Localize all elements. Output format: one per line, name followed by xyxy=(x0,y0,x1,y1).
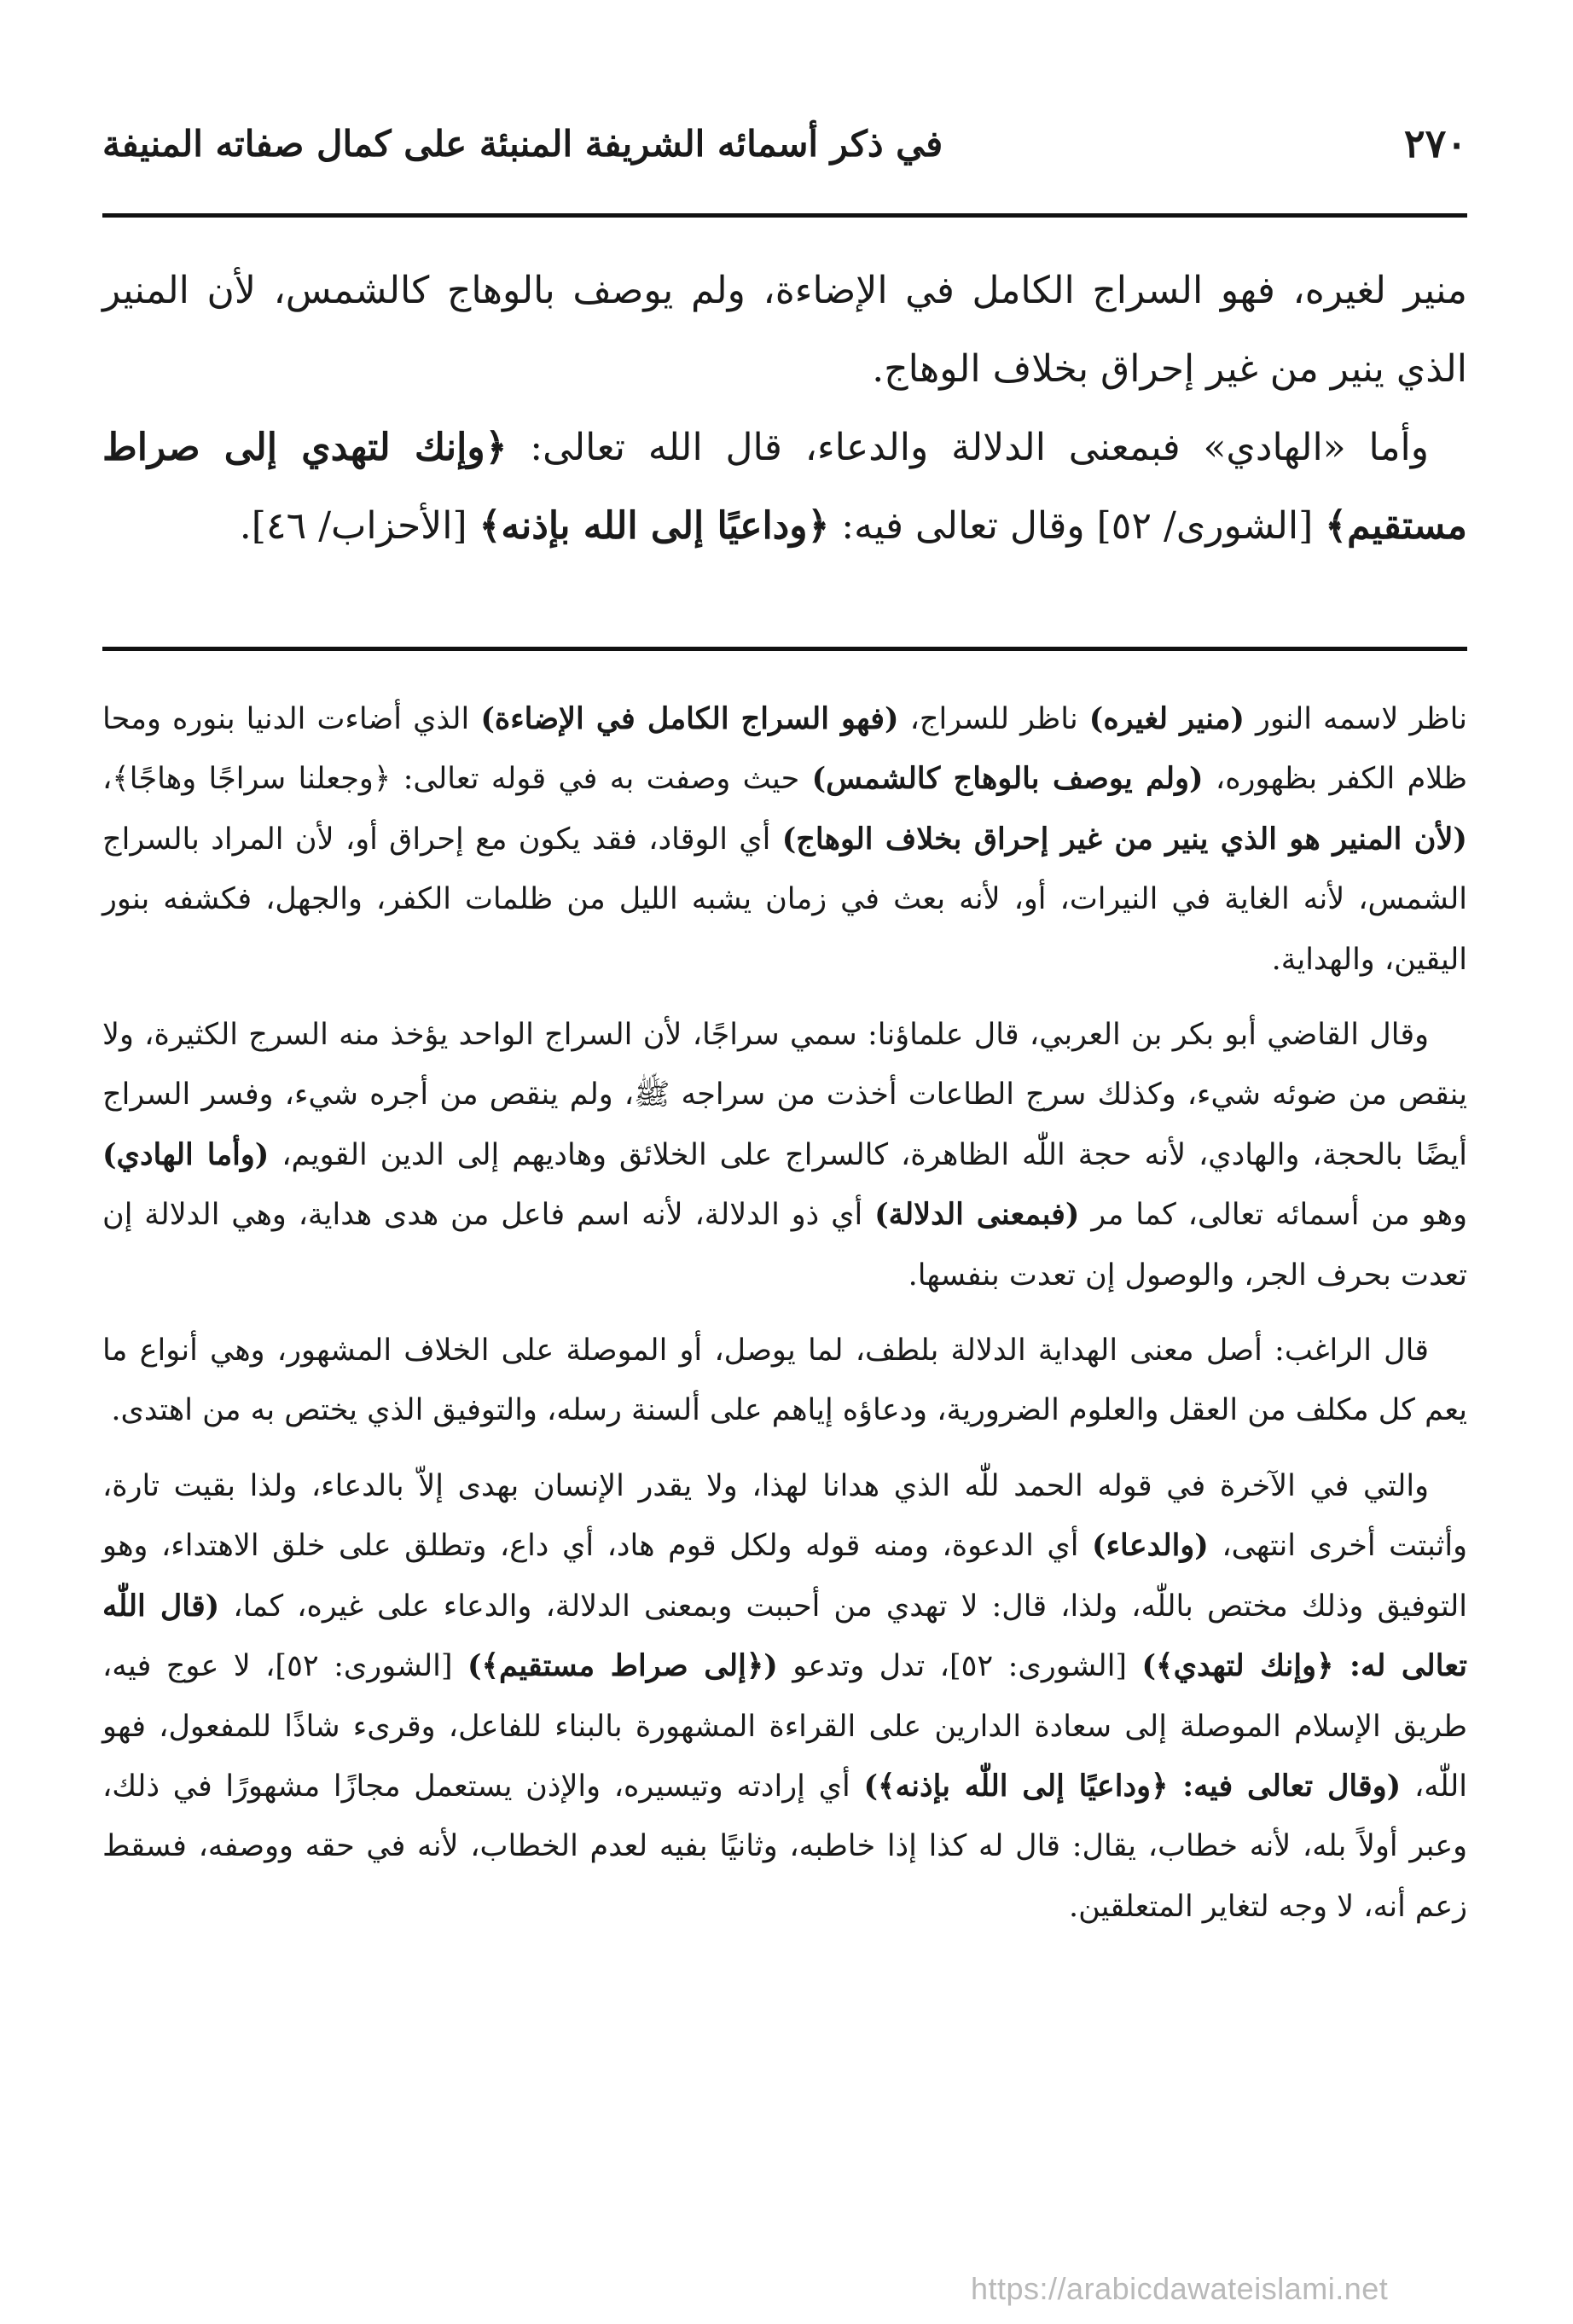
quoted-phrase: (منير لغيره) xyxy=(1088,701,1245,736)
commentary-text: أي ذو الدلالة، لأنه اسم فاعل من هدى هداية، وهي الدلالة إن تعدت بحرف الجر، والوصول إن تعدت بنفسها. xyxy=(102,1198,1467,1293)
commentary-block xyxy=(102,689,1467,1952)
quoted-phrase: (وقال تعالى فيه: ﴿وداعيًا إلى اللّٰه بإذنه﴾) xyxy=(863,1768,1402,1804)
quran-verse: ﴿وداعيًا إلى الله بإذنه﴾ xyxy=(479,504,830,548)
commentary-paragraph xyxy=(102,689,1467,990)
commentary-text: حيث وصفت به في قوله تعالى: ﴿وجعلنا سراجًا وهاجًا﴾، xyxy=(102,762,812,797)
main-text-paragraph xyxy=(102,409,1467,566)
commentary-text: [الشورى: ٥٢]، تدل وتدعو xyxy=(777,1649,1142,1684)
commentary-text: وهو من أسمائه تعالى، كما مر xyxy=(1079,1198,1467,1233)
quoted-phrase: (فهو السراج الكامل في الإضاءة) xyxy=(480,701,899,736)
commentary-text: الذي أضاءت الدنيا بنوره ومحا ظلام الكفر بظهوره، xyxy=(102,702,1467,797)
main-text-block xyxy=(102,252,1467,566)
commentary-text: والتي في الآخرة في قوله الحمد للّٰه الذي هدانا لهذا، ولا يقدر الإنسان بهدى إلاّ بالدعاء، ولذا بقيت تارة، وأثبتت أخرى انتهى، xyxy=(102,1468,1468,1564)
commentary-text: ناظر للسراج، xyxy=(898,702,1089,736)
quoted-phrase: (﴿إلى صراط مستقيم﴾) xyxy=(467,1648,778,1684)
quoted-phrase: (ولم يوصف بالوهاج كالشمس) xyxy=(811,761,1204,797)
section-divider xyxy=(102,647,1467,651)
main-text-paragraph xyxy=(102,252,1467,409)
quran-verse: ﴿وإنك لتهدي إلى صراط مستقيم﴾ xyxy=(102,426,1467,548)
quoted-phrase: (فبمعنى الدلالة) xyxy=(874,1197,1080,1233)
commentary-text: أي الوقاد، فقد يكون مع إحراق أو، لأن المراد بالسراج الشمس، لأنه الغاية في النيرات، أو، لأنه بعث في زمان يشبه الليل من ظلمات الكفر، والجهل، فكشفه بنور اليقين، والهداية. xyxy=(102,822,1467,977)
commentary-text: قال الراغب: أصل معنى الهداية الدلالة بلطف، لما يوصل، أو الموصلة على الخلاف المشهور، وهي أنواع ما يعم كل مكلف من العقل والعلوم الضرورية، ودعاؤه إياهم على ألسنة رسله، والتوفيق الذي يختص به من اهتدى. xyxy=(102,1333,1467,1428)
commentary-text: ناظر لاسمه النور xyxy=(1244,702,1467,736)
watermark-url: https://arabicdawateislami.net xyxy=(971,2271,1389,2306)
commentary-text: أي الدعوة، ومنه قوله ولكل قوم هاد، أي داع، وتطلق على خلق الاهتداء، وهو التوفيق وذلك مختص باللّٰه، ولذا، قال: لا تهدي من أحببت وبمعنى الدلالة، والدعاء على غيره، كما، xyxy=(102,1529,1467,1624)
commentary-paragraph xyxy=(102,1456,1467,1937)
running-title: في ذكر أسمائه الشريفة المنبئة على كمال صفاته المنيفة xyxy=(102,122,943,165)
commentary-text: وقال القاضي أبو بكر بن العربي، قال علماؤنا: سمي سراجًا، لأن السراج الواحد يؤخذ منه السرج الكثيرة، ولا ينقص من ضوئه شيء، وكذلك سرج الطاعات أخذت من سراجه ﷺ، ولم ينقص من أجره شيء، وفسر السراج أيضًا بالحجة، والهادي، لأنه حجة اللّٰه الظاهرة، كالسراج على الخلائق وهاديهم إلى الدين القويم، xyxy=(102,1018,1467,1172)
main-text-line: منير لغيره، فهو السراج الكامل في الإضاءة، ولم يوصف بالوهاج كالشمس، لأن المنير الذي ينير من غير إحراق بخلاف الوهاج. xyxy=(102,269,1467,391)
quoted-phrase: (لأن المنير هو الذي ينير من غير إحراق بخلاف الوهاج) xyxy=(781,821,1467,857)
main-text-span: وأما «الهادي» فبمعنى الدلالة والدعاء، قال الله تعالى: xyxy=(507,426,1429,469)
verse-reference: [الأحزاب/ ٤٦]. xyxy=(239,504,479,548)
page-body xyxy=(102,0,1467,2324)
quoted-phrase: (والدعاء) xyxy=(1092,1528,1209,1564)
header-rule xyxy=(102,213,1467,218)
quoted-phrase: (وأما الهادي) xyxy=(102,1136,270,1172)
commentary-paragraph xyxy=(102,1321,1467,1441)
page-header xyxy=(102,109,1467,177)
quoted-phrase: (قال اللّٰه تعالى له: ﴿وإنك لتهدي﴾) xyxy=(102,1588,1467,1684)
verse-reference: [الشورى/ ٥٢] وقال تعالى فيه: xyxy=(829,504,1326,548)
commentary-text: أي إرادته وتيسيره، والإذن يستعمل مجازًا مشهورًا في ذلك، وعبر أولاً بله، لأنه خطاب، يقال: قال له كذا إذا خاطبه، وثانيًا بفيه لعدم الخطاب، لأنه في حقه ووصفه، فسقط زعم أنه، لا وجه لتغاير المتعلقين. xyxy=(102,1769,1467,1924)
commentary-text: [الشورى: ٥٢]، لا عوج فيه، طريق الإسلام الموصلة إلى سعادة الدارين على القراءة المشهورة بالبناء للفاعل، وقرىء شاذًا للمفعول، فهو اللّٰه، xyxy=(102,1649,1467,1804)
page-number: ٢٧٠ xyxy=(1403,120,1467,166)
commentary-paragraph xyxy=(102,1005,1467,1305)
